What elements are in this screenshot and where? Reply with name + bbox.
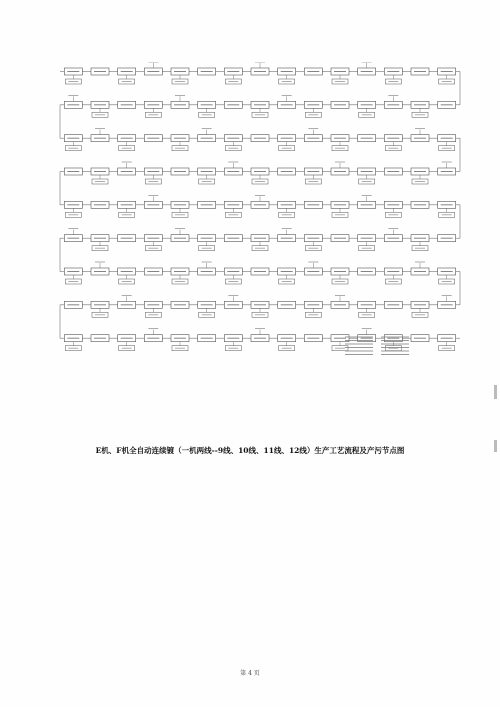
- figure-caption: E机、F机全自动连续镀（一机两线--9线、10线、11线、12线）生产工艺流程及产污节点图: [95, 446, 405, 455]
- scan-edge-mark: [494, 440, 497, 452]
- scan-edge-mark: [494, 385, 497, 399]
- page-number: 第 4 页: [240, 670, 260, 677]
- process-flow-diagram: [55, 62, 465, 362]
